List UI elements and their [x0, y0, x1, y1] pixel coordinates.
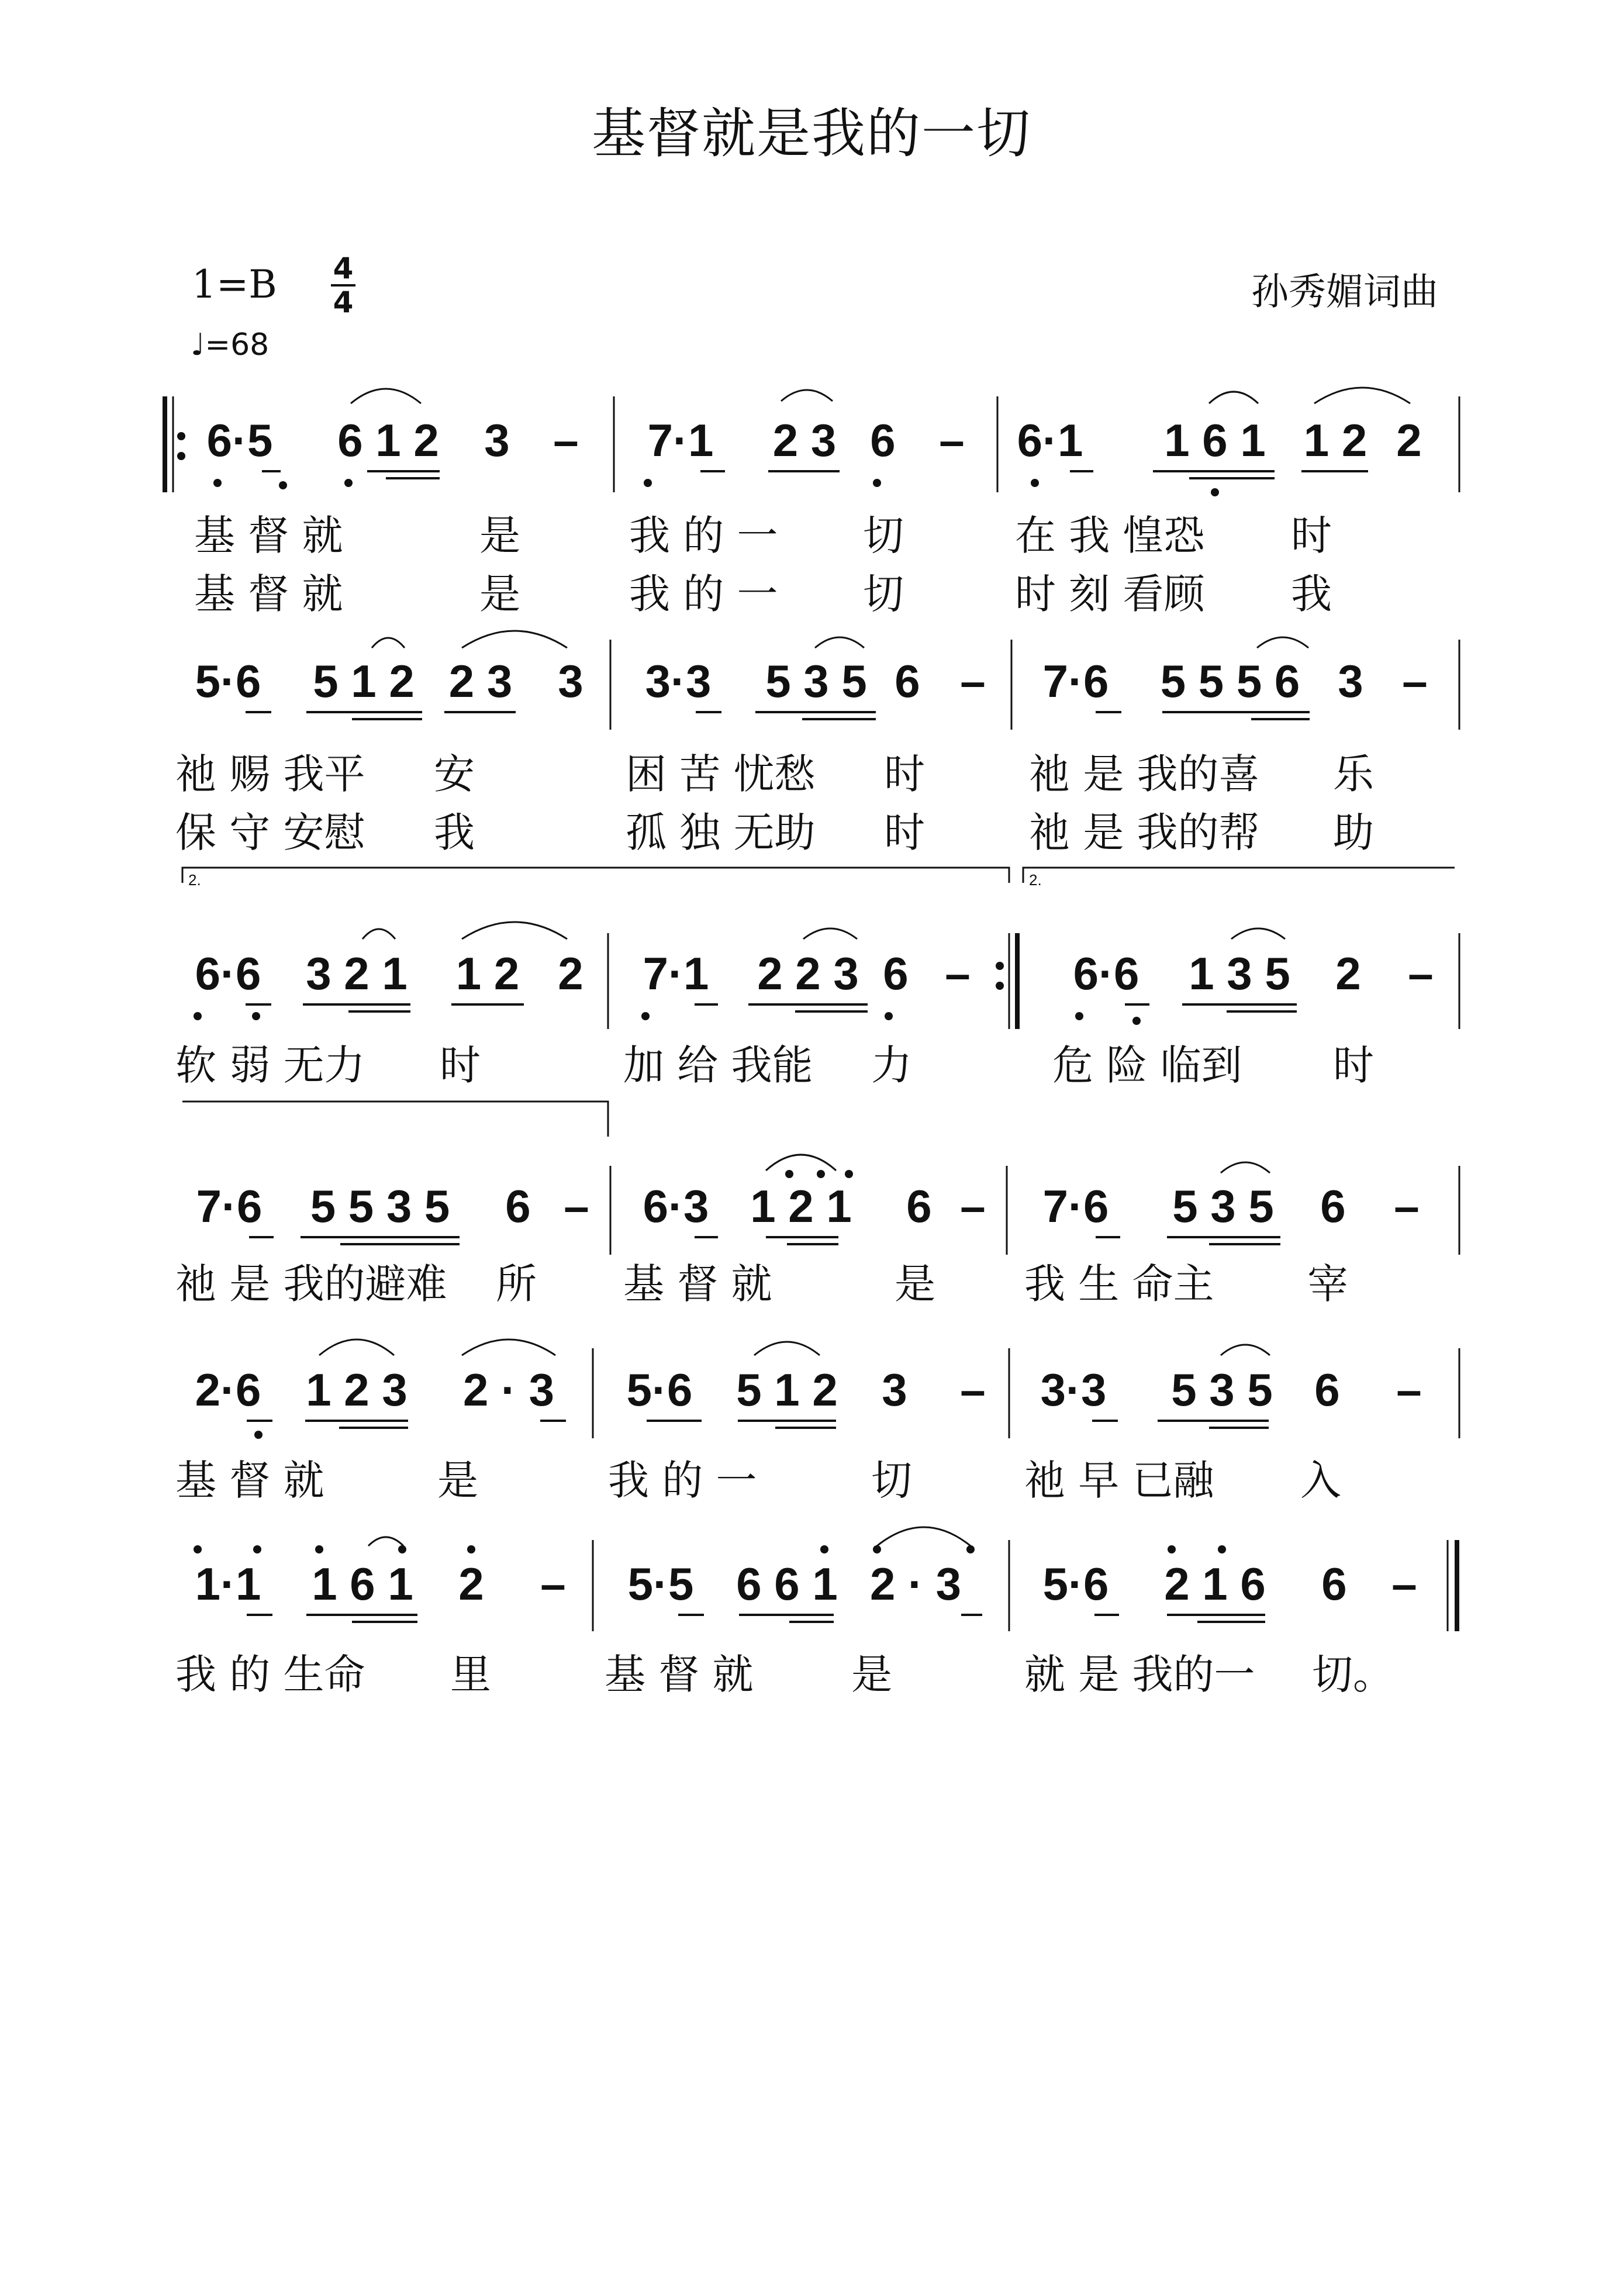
song-title: 基督就是我的一切 [591, 102, 1031, 165]
volta-bracket-first [182, 868, 1009, 883]
note-group: 5 3 5 [1172, 1180, 1274, 1232]
system-3-lyrics [175, 1041, 1374, 1089]
lyric-syllables: 切 [871, 1456, 912, 1504]
volta-bracket-second [1023, 868, 1455, 883]
lyric-syllables: 我 的 生命 [175, 1651, 365, 1698]
note-group: 3 [484, 415, 510, 466]
system-5-lyrics [175, 1456, 1341, 1504]
note-group: 6·3 [643, 1180, 709, 1232]
note-group: 6 [1321, 1558, 1347, 1610]
lyric-syllables: 祂 是 我的帮 [1029, 809, 1260, 857]
lyric-syllables: 是 [851, 1651, 892, 1698]
note-group: 2 · 3 [462, 1364, 555, 1415]
lyric-syllables: 基 督 就 [194, 512, 343, 560]
lyric-syllables: 加 给 我能 [623, 1041, 813, 1089]
note-group: 5·6 [1042, 1558, 1109, 1610]
note-group: 1 3 5 [1189, 948, 1290, 999]
lyric-syllables: 就 是 我的一 [1024, 1651, 1255, 1698]
lyric-syllables: 助 [1333, 809, 1374, 857]
note-group: 7·1 [643, 948, 709, 999]
system-4-notes [196, 1180, 1420, 1232]
lyric-syllables: 时 刻 看顾 [1015, 570, 1205, 618]
note-group: 3 [1338, 655, 1363, 707]
system-4-lyrics [175, 1260, 1348, 1308]
lyric-syllables: 困 苦 忧愁 [626, 750, 816, 798]
lyric-syllables: 是 [479, 512, 520, 560]
lyric-syllables: 我 的 一 [629, 570, 778, 618]
lyric-syllables: 乐 [1333, 750, 1374, 798]
system-6-notes [195, 1558, 1417, 1610]
note-group: 7·1 [647, 415, 714, 466]
lyric-syllables: 危 险 临到 [1052, 1041, 1242, 1089]
volta-label-second: 2. [1029, 871, 1042, 889]
note-group: 1 2 [1303, 415, 1368, 466]
lyric-syllables: 力 [871, 1041, 912, 1089]
note-group: 3 2 1 [306, 948, 408, 999]
note-group: – [540, 1558, 566, 1610]
note-group: – [1391, 1558, 1417, 1610]
note-group: 3·3 [1040, 1364, 1107, 1415]
note-group: 3 [882, 1364, 907, 1415]
system-1-notes [207, 415, 1422, 466]
note-group: 6·6 [195, 948, 261, 999]
lyric-syllables: 我 生 命主 [1024, 1260, 1214, 1308]
note-group: 6 6 1 [736, 1558, 838, 1610]
lyric-syllables: 所 [496, 1260, 537, 1308]
note-group: 5 3 5 [1171, 1364, 1273, 1415]
note-group: – [939, 415, 965, 466]
note-group: 7·6 [1042, 1180, 1109, 1232]
lyric-syllables: 孤 独 无助 [626, 809, 816, 857]
tempo-value: =68 [205, 327, 270, 362]
lyric-syllables: 时 [884, 809, 925, 857]
note-group: 1 6 1 [312, 1558, 413, 1610]
note-group: 1 6 1 [1164, 415, 1266, 466]
system-2-lyrics [175, 750, 1375, 857]
note-group: 6·1 [1017, 415, 1083, 466]
note-group: 6·6 [1073, 948, 1139, 999]
note-group: 5·5 [627, 1558, 694, 1610]
time-signature-top: 4 [333, 251, 354, 285]
lyric-syllables: 我 [434, 809, 475, 857]
note-group: 1 2 1 [750, 1180, 852, 1232]
note-group: 5 1 2 [736, 1364, 838, 1415]
note-group: 2 [558, 948, 583, 999]
note-group: 2 [458, 1558, 484, 1610]
lyric-syllables: 时 [1291, 512, 1332, 560]
note-group: 5 3 5 [765, 655, 867, 707]
note-group: – [945, 948, 971, 999]
note-group: 5 1 2 [313, 655, 415, 707]
note-group: 6 [883, 948, 909, 999]
author-credit: 孙秀媚词曲 [1251, 271, 1438, 314]
note-group: 5 5 5 6 [1160, 655, 1300, 707]
note-group: – [1402, 655, 1428, 707]
volta-label-first: 2. [188, 871, 201, 889]
note-group: 5·6 [195, 655, 261, 707]
note-group: 7·6 [196, 1180, 263, 1232]
quarter-note-icon: ♩ [191, 327, 205, 362]
note-group: 2 [1396, 415, 1422, 466]
lyric-syllables: 是 [437, 1456, 478, 1504]
lyric-syllables: 基 督 就 [605, 1651, 754, 1698]
note-group: – [960, 655, 986, 707]
lyric-syllables: 安 [434, 750, 475, 798]
lyric-syllables: 基 督 就 [623, 1260, 772, 1308]
note-group: – [1396, 1364, 1422, 1415]
note-group: 6 [1320, 1180, 1346, 1232]
note-group: 5 5 3 5 [310, 1180, 450, 1232]
lyric-syllables: 在 我 惶恐 [1015, 512, 1205, 560]
lyric-syllables: 入 [1300, 1456, 1341, 1504]
lyric-syllables: 祂 早 已融 [1024, 1456, 1214, 1504]
note-group: 3 [558, 655, 583, 707]
note-group: 2 1 6 [1164, 1558, 1266, 1610]
note-group: – [960, 1180, 986, 1232]
lyric-syllables: 是 [895, 1260, 935, 1308]
lyric-syllables: 祂 赐 我平 [175, 750, 365, 798]
note-group: – [1408, 948, 1434, 999]
system-1-lyrics [194, 512, 1332, 618]
system-3-notes [195, 948, 1434, 999]
lyric-syllables: 切 [863, 512, 904, 560]
note-group: 2 [1335, 948, 1361, 999]
lyric-syllables: 我 的 一 [629, 512, 778, 560]
lyric-syllables: 保 守 安慰 [175, 809, 365, 857]
lyric-syllables: 是 [479, 570, 520, 618]
note-group: 2 · 3 [869, 1558, 962, 1610]
note-group: 6 1 2 [337, 415, 439, 466]
system-5-notes [195, 1364, 1422, 1415]
system-2-notes [195, 655, 1428, 707]
note-group: – [564, 1180, 589, 1232]
system-6-lyrics [175, 1651, 1394, 1698]
note-group: 6 [895, 655, 920, 707]
key-signature: 1=B [192, 262, 277, 307]
note-group: 2 2 3 [757, 948, 859, 999]
time-signature-bottom: 4 [333, 285, 354, 319]
note-group: 6 [505, 1180, 531, 1232]
lyric-syllables: 祂 是 我的避难 [175, 1260, 447, 1308]
lyric-syllables: 我 的 一 [608, 1456, 757, 1504]
note-group: 6 [906, 1180, 932, 1232]
lyric-syllables: 里 [450, 1651, 491, 1698]
note-group: – [1394, 1180, 1420, 1232]
note-group: 2·6 [195, 1364, 261, 1415]
lyric-syllables: 时 [440, 1041, 481, 1089]
lyric-syllables: 基 督 就 [175, 1456, 324, 1504]
lyric-syllables: 切。 [1312, 1651, 1394, 1698]
note-group: 1 2 [455, 948, 520, 999]
note-group: 6 [1314, 1364, 1340, 1415]
note-group: 7·6 [1042, 655, 1109, 707]
note-group: 2 3 [772, 415, 837, 466]
lyric-syllables: 祂 是 我的喜 [1029, 750, 1260, 798]
note-group: 5·6 [626, 1364, 693, 1415]
note-group: 1 2 3 [306, 1364, 408, 1415]
note-group: – [960, 1364, 986, 1415]
note-group: 2 3 [448, 655, 513, 707]
lyric-syllables: 软 弱 无力 [175, 1041, 365, 1089]
volta-bracket-continue [182, 1102, 608, 1137]
lyric-syllables: 时 [1333, 1041, 1374, 1089]
note-group: – [553, 415, 579, 466]
note-group: 1·1 [195, 1558, 261, 1610]
lyric-syllables: 时 [884, 750, 925, 798]
lyric-syllables: 我 [1291, 570, 1332, 618]
note-group: 6·5 [206, 415, 273, 466]
lyric-syllables: 基 督 就 [194, 570, 343, 618]
lyric-syllables: 宰 [1307, 1260, 1348, 1308]
note-group: 6 [870, 415, 896, 466]
note-group: 3·3 [645, 655, 712, 707]
lyric-syllables: 切 [863, 570, 904, 618]
